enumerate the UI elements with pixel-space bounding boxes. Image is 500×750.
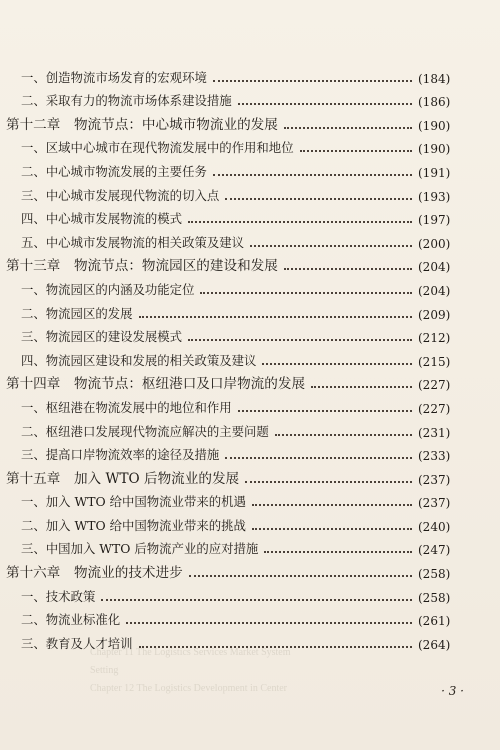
toc-entry-title: 二、中心城市物流发展的主要任务 [21,163,207,179]
toc-entry-title: 第十三章 物流节点：物流园区的建设和发展 [6,258,278,275]
toc-entry-title: 一、枢纽港在物流发展中的地位和作用 [21,399,232,415]
toc-entry-title: 一、加入 WTO 给中国物流业带来的机遇 [21,494,246,510]
toc-entry-page: (204) [418,260,451,275]
dot-leader [189,574,412,577]
toc-entry-page: (193) [418,189,451,204]
toc-entry-page: (227) [418,401,451,416]
toc-entry-page: (191) [418,165,451,180]
toc-section-row [0,487,500,511]
dot-leader [238,409,412,412]
dot-leader [139,315,412,318]
toc-section-row [0,227,500,251]
dot-leader [311,385,412,388]
toc-chapter-row [0,251,500,275]
toc-entry-title: 第十五章 加入 WTO 后物流业的发展 [6,470,240,487]
dot-leader [213,79,412,82]
toc-section-row [0,440,500,464]
toc-chapter-row [0,109,500,133]
toc-entry-title: 一、创造物流市场发育的宏观环境 [21,69,207,85]
toc-entry-page: (233) [418,449,451,464]
dot-leader [200,291,412,294]
toc-section-row [0,133,500,157]
toc-entry-page: (227) [418,378,451,393]
dot-leader [262,362,412,365]
page-number: · 3 · [441,684,464,698]
toc-entry-page: (215) [418,354,451,369]
toc-entry-page: (258) [418,567,451,582]
toc-entry-page: (237) [418,472,451,487]
toc-section-row [0,345,500,369]
toc-section-row [0,274,500,298]
toc-entry-title: 第十六章 物流业的技术进步 [6,565,183,582]
dot-leader [126,621,412,624]
toc-section-row [0,62,500,86]
dot-leader [250,244,412,247]
toc-entry-title: 二、物流园区的发展 [21,305,133,321]
dot-leader [238,102,412,105]
toc-entry-title: 二、加入 WTO 给中国物流业带来的挑战 [21,517,246,533]
toc-entry-page: (184) [418,71,451,86]
toc-entry-title: 三、中心城市发展现代物流的切入点 [21,187,220,203]
dot-leader [284,267,412,270]
table-of-contents [0,62,500,652]
toc-entry-title: 三、提高口岸物流效率的途径及措施 [21,447,220,463]
bleed-through-text [90,644,390,698]
toc-entry-title: 二、枢纽港口发展现代物流应解决的主要问题 [21,423,269,439]
dot-leader [245,480,412,483]
bleed-line-1: Chapter 11 The Logistics Services Market System [90,647,291,658]
toc-entry-title: 三、教育及人才培训 [21,635,133,651]
toc-entry-title: 二、物流业标准化 [21,612,121,628]
toc-entry-title: 四、中心城市发展物流的模式 [21,211,183,227]
toc-section-row [0,581,500,605]
toc-section-row [0,298,500,322]
toc-entry-page: (231) [418,425,451,440]
toc-entry-page: (237) [418,496,451,511]
toc-entry-title: 一、区域中心城市在现代物流发展中的作用和地位 [21,140,294,156]
toc-entry-page: (261) [418,614,451,629]
bleed-line-2: Setting [90,665,119,676]
toc-chapter-row [0,557,500,581]
toc-entry-title: 三、物流园区的建设发展模式 [21,329,183,345]
toc-entry-page: (200) [418,236,451,251]
toc-section-row [0,86,500,110]
toc-entry-title: 第十二章 物流节点：中心城市物流业的发展 [6,116,278,133]
toc-chapter-row [0,463,500,487]
toc-entry-title: 三、中国加入 WTO 后物流产业的应对措施 [21,541,259,557]
toc-entry-page: (190) [418,118,451,133]
dot-leader [213,173,412,176]
dot-leader [225,456,412,459]
toc-entry-page: (247) [418,543,451,558]
toc-section-row [0,392,500,416]
toc-entry-title: 五、中心城市发展物流的相关政策及建议 [21,234,245,250]
toc-section-row [0,204,500,228]
dot-leader [275,433,412,436]
dot-leader [264,550,412,553]
toc-entry-page: (204) [418,283,451,298]
dot-leader [300,149,412,152]
toc-entry-title: 一、技术政策 [21,588,96,604]
dot-leader [101,598,412,601]
toc-entry-page: (190) [418,142,451,157]
toc-entry-page: (186) [418,95,451,110]
toc-chapter-row [0,369,500,393]
bleed-line-3: Chapter 12 The Logistics Development in Center [90,683,287,694]
toc-section-row [0,156,500,180]
toc-section-row [0,534,500,558]
toc-entry-page: (240) [418,519,451,534]
toc-section-row [0,510,500,534]
toc-section-row [0,416,500,440]
toc-entry-page: (212) [418,331,451,346]
toc-entry-title: 二、采取有力的物流市场体系建设措施 [21,93,232,109]
toc-entry-page: (258) [418,590,451,605]
toc-entry-page: (197) [418,213,451,228]
toc-section-row [0,322,500,346]
toc-entry-page: (264) [418,637,451,652]
dot-leader [188,220,412,223]
toc-entry-page: (209) [418,307,451,322]
toc-entry-title: 一、物流园区的内涵及功能定位 [21,281,195,297]
toc-entry-title: 第十四章 物流节点：枢纽港口及口岸物流的发展 [6,376,306,393]
dot-leader [284,126,412,129]
dot-leader [225,197,412,200]
toc-section-row [0,605,500,629]
dot-leader [252,503,412,506]
toc-section-row [0,180,500,204]
dot-leader [252,527,412,530]
toc-entry-title: 四、物流园区建设和发展的相关政策及建议 [21,352,257,368]
dot-leader [188,338,412,341]
